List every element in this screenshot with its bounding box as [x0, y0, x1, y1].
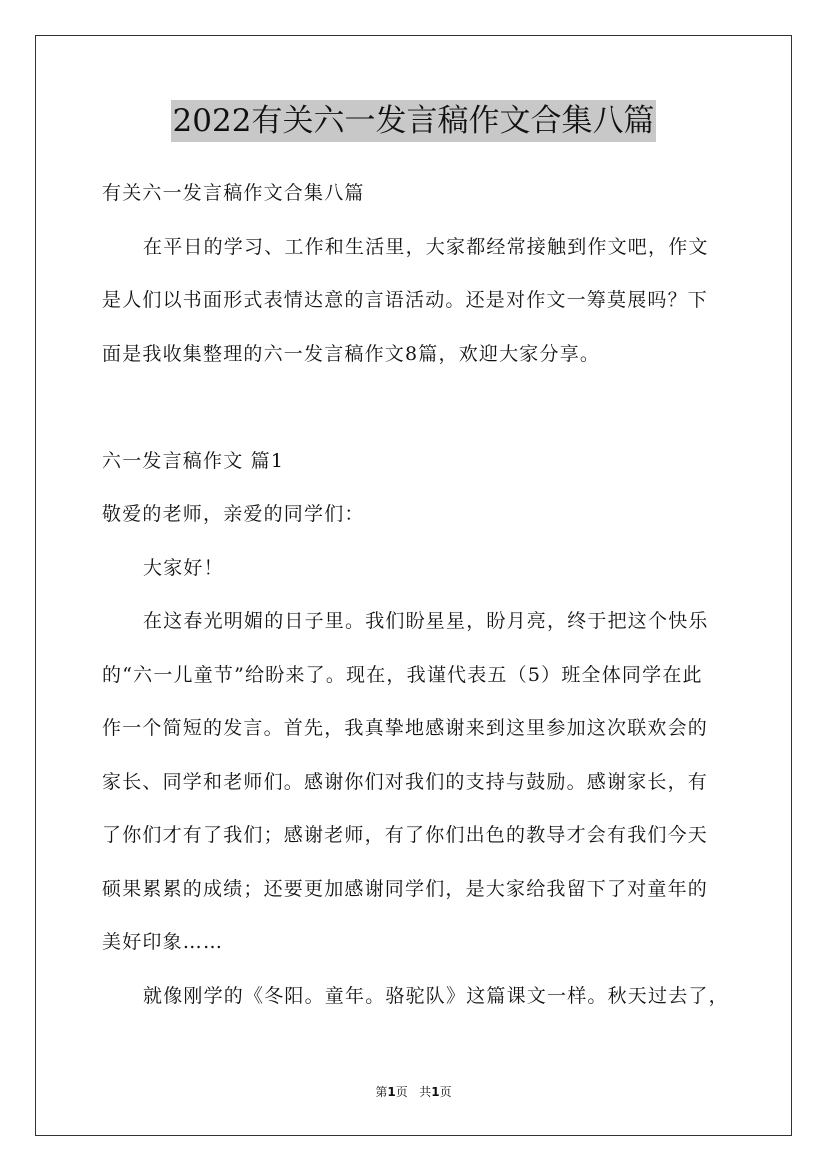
document-subtitle: 有关六一发言稿作文合集八篇 [102, 182, 365, 204]
body-line: 硕果累累的成绩；还要更加感谢同学们，是大家给我留下了对童年的 [102, 877, 709, 900]
body-line: 美好印象…… [102, 931, 224, 953]
total-pages: 1 [431, 1085, 440, 1099]
body-line: 作一个简短的发言。首先，我真挚地感谢来到这里参加这次联欢会的 [102, 717, 709, 739]
body-line: 就像刚学的《冬阳。童年。骆驼队》这篇课文一样。秋天过去了， [143, 984, 729, 1007]
greeting: 大家好！ [143, 556, 224, 579]
page-suffix: 页 [395, 1085, 408, 1099]
document-title: 2022有关六一发言稿作文合集八篇 [171, 100, 657, 142]
page-footer [0, 1082, 827, 1102]
body-line: 在这春光明媚的日子里。我们盼星星，盼月亮，终于把这个快乐 [143, 610, 709, 632]
page-prefix: 第 [375, 1085, 388, 1099]
page-number: 1 [387, 1085, 396, 1099]
intro-line: 在平日的学习、工作和生活里，大家都经常接触到作文吧，作文 [143, 235, 709, 258]
total-suffix: 页 [439, 1085, 452, 1099]
body-line: 家长、同学和老师们。感谢你们对我们的支持与鼓励。感谢家长，有 [102, 770, 709, 793]
body-line: 了你们才有了我们；感谢老师，有了你们出色的教导才会有我们今天 [102, 824, 709, 846]
document-body [102, 170, 728, 1026]
intro-line: 面是我收集整理的六一发言稿作文8篇，欢迎大家分享。 [102, 342, 601, 365]
intro-line: 是人们以书面形式表情达意的言语活动。还是对作文一筹莫展吗？下 [102, 289, 709, 311]
total-prefix: 共 [419, 1085, 432, 1099]
salutation: 敬爱的老师，亲爱的同学们： [102, 503, 365, 525]
title-container [0, 100, 827, 142]
body-line: 的“六一儿童节”给盼来了。现在，我谨代表五（5）班全体同学在此 [102, 663, 703, 686]
blank-line [102, 384, 728, 438]
section-heading: 六一发言稿作文 篇1 [102, 449, 285, 472]
